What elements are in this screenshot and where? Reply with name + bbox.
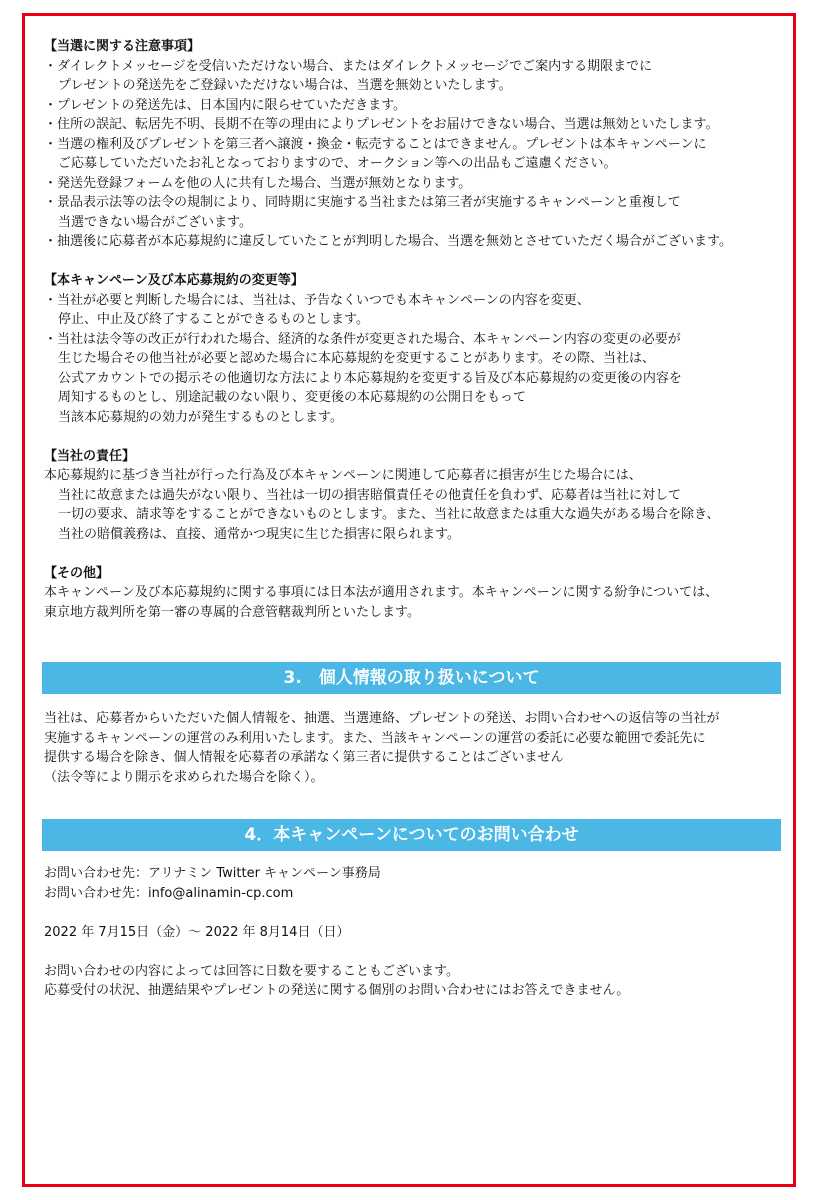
section3-line: （法令等により開示を求められた場合を除く）。 — [44, 769, 324, 785]
section3-line: 実施するキャンペーンの運営のみ利用いたします。また、当該キャンペーンの運営の委託に必要な範囲で委託先に — [44, 730, 706, 746]
liability-line: 当社の賠償義務は、直接、通常かつ現実に生じた損害に限られます。 — [58, 526, 460, 542]
contact-email[interactable]: お問い合わせ先：info@alinamin-cp.com — [44, 885, 294, 901]
changes-heading: 【本キャンペーン及び本応募規約の変更等】 — [44, 273, 304, 288]
section3-body — [44, 709, 784, 787]
liability-line: 一切の要求、請求等をすることができないものとします。また、当社に故意または重大な過失がある場合を除き、 — [58, 507, 720, 522]
changes-item: ・当社が必要と判断した場合には、当社は、予告なくいつでも本キャンペーンの内容を変更、 停止、中止及び終了することができるものとします。 — [44, 292, 590, 327]
notice-item: ・プレゼントの発送先は、日本国内に限らせていただきます。 — [44, 97, 407, 113]
section3-banner: 3. 個人情報の取り扱いについて — [42, 662, 781, 694]
inquiry-note: 応募受付の状況、抽選結果やプレゼントの発送に関する個別のお問い合わせにはお答えできません。 — [44, 983, 630, 998]
changes-item: ・当社は法令等の改正が行われた場合、経済的な条件が変更された場合、本キャンペーン内容の変更の必要が 生じた場合その他当社が必要と認めた場合に本応募規約を変更することがあります。その際、当社は、 公式アカウントでの掲示その他適切な方法により本応募規約を変更する旨及び本応募規約の変更後の内容を 周知するものとし、別途記載のない限り、変更後の本応募規約の公開日をもって 当該本応募規約の効力が発生するものとします。 — [44, 331, 682, 425]
inquiry-note: お問い合わせの内容によっては回答に日数を要することもございます。 — [44, 963, 459, 979]
other-line: 東京地方裁判所を第一審の専属的合意管轄裁判所といたします。 — [44, 604, 420, 620]
notice-item: ・当選の権利及びプレゼントを第三者へ譲渡・換金・転売することはできません。プレゼントは本キャンペーンに ご応募していただいたお礼となっておりますので、オークション等への出品もご遠慮ください。 — [44, 136, 707, 171]
campaign-period: 2022 年 7月15日（金）～ 2022 年 8月14日（日） — [44, 924, 350, 940]
other-line: 本キャンペーン及び本応募規約に関する事項には日本法が適用されます。本キャンペーンに関する紛争については、 — [44, 585, 719, 600]
contact-name: お問い合わせ先：アリナミン Twitter キャンペーン事務局 — [44, 866, 381, 881]
section4-banner: 4．本キャンペーンについてのお問い合わせ — [42, 819, 781, 851]
liability-line: 当社に故意または過失がない限り、当社は一切の損害賠償責任その他責任を負わず、応募者は当社に対して — [58, 487, 681, 503]
notice-item: ・住所の誤記、転居先不明、長期不在等の理由によりプレゼントをお届けできない場合、当選は無効といたします。 — [44, 117, 719, 132]
section4-body — [44, 864, 784, 1001]
notice-item: ・景品表示法等の法令の規制により、同時期に実施する当社または第三者が実施するキャンペーンと重複して 当選できない場合がございます。 — [44, 195, 681, 230]
notice-heading: 【当選に関する注意事項】 — [44, 39, 201, 54]
terms-content — [44, 37, 784, 622]
notice-item: ・抽選後に応募者が本応募規約に違反していたことが判明した場合、当選を無効とさせていただく場合がございます。 — [44, 234, 732, 249]
liability-heading: 【当社の責任】 — [44, 448, 136, 464]
notice-item: ・発送先登録フォームを他の人に共有した場合、当選が無効となります。 — [44, 175, 472, 191]
liability-line: 本応募規約に基づき当社が行った行為及び本キャンペーンに関連して応募者に損害が生じた場合には、 — [44, 468, 642, 483]
notice-item: ・ダイレクトメッセージを受信いただけない場合、またはダイレクトメッセージでご案内する期限までに プレゼントの発送先をご登録いただけない場合は、当選を無効といたします。 — [44, 58, 653, 93]
section3-line: 提供する場合を除き、個人情報を応募者の承諾なく第三者に提供することはございません — [44, 750, 564, 765]
section3-line: 当社は、応募者からいただいた個人情報を、抽選、当選連絡、プレゼントの発送、お問い合わせへの返信等の当社が — [44, 711, 720, 726]
other-heading: 【その他】 — [44, 565, 110, 581]
